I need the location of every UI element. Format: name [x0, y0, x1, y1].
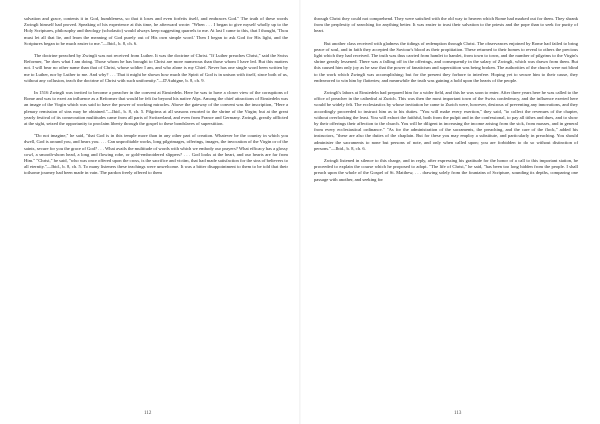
page-number: 113 — [454, 411, 462, 416]
paragraph: Zwingli listened in silence to this charge, and in reply, after expressing his gratitude for the honor of a call to this important station, he proceeded to explain the course which he proposed to adopt. "The life of Christ," he said, "has been too long hidden from the people. I shall preach upon the whole of the Gospel of St. Matthew, . . . drawing solely from the fountains of Scripture, sounding its depths, comparing one passage with another, and seeking for — [314, 158, 578, 182]
right-page — [300, 0, 600, 424]
paragraph: through Christ they could not comprehend. They were satisfied with the old way to heaven which Rome had marked out for them. They shrank from the perplexity of searching for anything better. It was easier to trust their salvation to the priests and the pope than to seek for purity of heart. — [314, 16, 578, 34]
page-number: 112 — [144, 411, 152, 416]
paragraph: "Do not imagine," he said, "that God is in this temple more than in any other part of creation. Whatever be the country in which you dwell, God is around you, and hears you. . . . Can unprofitable works, long pilgrimages, offerings, images, the invocation of the Virgin or of the saints, secure for you the grace of God? . . . What avails the multitude of words with which we embody our prayers? What efficacy has a glossy cowl, a smooth-shorn head, a long and flowing robe, or gold-embroidered slippers? . . . God looks at the heart, and our hearts are far from Him." "Christ," he said, "who was once offered upon the cross, is the sacrifice and victim, that had made satisfaction for the sins of believers to all eternity."—Ibid., b. 8, ch. 5. To many listeners these teachings were unwelcome. It was a bitter disappointment to them to be told that their toilsome journey had been made in vain. The pardon freely offered to them — [24, 133, 288, 176]
paragraph: But another class received with gladness the tidings of redemption through Christ. The observances enjoined by Rome had failed to bring peace of soul, and in faith they accepted the Saviour's blood as their propitiation. These returned to their homes to reveal to others the precious light which they had received. The truth was thus carried from hamlet to hamlet, from town to town, and the number of pilgrims to the Virgin's shrine greatly lessened. There was a falling off in the offerings, and consequently in the salary of Zwingli, which was drawn from them. But this caused him only joy as he saw that the power of fanaticism and superstition was being broken. The authorities of the church were not blind to the work which Zwingli was accomplishing; but for the present they forbore to interfere. Hoping yet to secure him to their cause, they endeavored to win him by flatteries; and meanwhile the truth was gaining a hold upon the hearts of the people. — [314, 40, 578, 83]
paragraph: The doctrine preached by Zwingli was not received from Luther. It was the doctrine of Christ. "If Luther preaches Christ," said the Swiss Reformer, "he does what I am doing. Those whom he has brought to Christ are more numerous than those whom I have led. But this matters not. I will bear no other name than that of Christ, whose soldier I am, and who alone is my Chief. Never has one single word been written by me to Luther, nor by Luther to me. And why? . . . That it might be shown how much the Spirit of God is in unison with itself, since both of us, without any collusion, teach the doctrine of Christ with such uniformity."—D'Aubigne, b. 8, ch. 9. — [24, 53, 288, 83]
paragraph: In 1516 Zwingli was invited to become a preacher in the convent at Einsiedeln. Here he was to have a closer view of the corruptions of Rome and was to exert an influence as a Reformer that would be felt far beyond his native Alps. Among the chief attractions of Einsiedeln was an image of the Virgin which was said to have the power of working miracles. Above the gateway of the convent was the inscription, "Here a plenary remission of sins may be obtained."—Ibid., b. 8, ch. 5. Pilgrims at all seasons resorted to the shrine of the Virgin; but at the great yearly festival of its consecration multitudes came from all parts of Switzerland, and even from France and Germany. Zwingli, greatly afflicted at the sight, seized the opportunity to proclaim liberty through the gospel to these bondslaves of superstition. — [24, 90, 288, 127]
paragraph: salvation and grace, contents it in God, humbleness, so that it loses and even forfeits itself, and embraces God." The truth of these words Zwingli himself had proved. Speaking of his experience at this time, he afterward wrote: "When . . . I began to give myself wholly up to the Holy Scriptures, philosophy and theology (scholastic) would always keep suggesting quarrels to me. At last I came to this, that I thought, 'Thou must let all that lie, and learn the meaning of God purely out of His own simple word.' Then I began to ask God for His light, and the Scriptures began to be much easier to me."—Ibid., b. 8, ch. 6. — [24, 16, 288, 46]
paragraph: Zwingli's labors at Einsiedeln had prepared him for a wider field, and this he was soon to enter. After three years here he was called to the office of preacher in the cathedral at Zurich. This was then the most important town of the Swiss confederacy, and the influence exerted here would be widely felt. The ecclesiastics by whose invitation he came to Zurich were, however, desirous of preventing any innovations, and they accordingly proceeded to instruct him as to his duties. "You will make every exertion," they said, "to collect the revenues of the chapter, without overlooking the least. You will exhort the faithful, both from the pulpit and in the confessional, to pay all tithes and dues, and to show by their offerings their affection to the church. You will be diligent in increasing the income arising from the sick, from masses, and in general from every ecclesiastical ordinance." "As for the administration of the sacraments, the preaching, and the care of the flock," added his instructors, "these are also the duties of the chaplain. But for these you may employ a substitute, and particularly in preaching. You should administer the sacraments to none but persons of note, and only when called upon; you are forbidden to do so without distinction of persons."—Ibid., b. 8, ch. 6. — [314, 90, 578, 151]
